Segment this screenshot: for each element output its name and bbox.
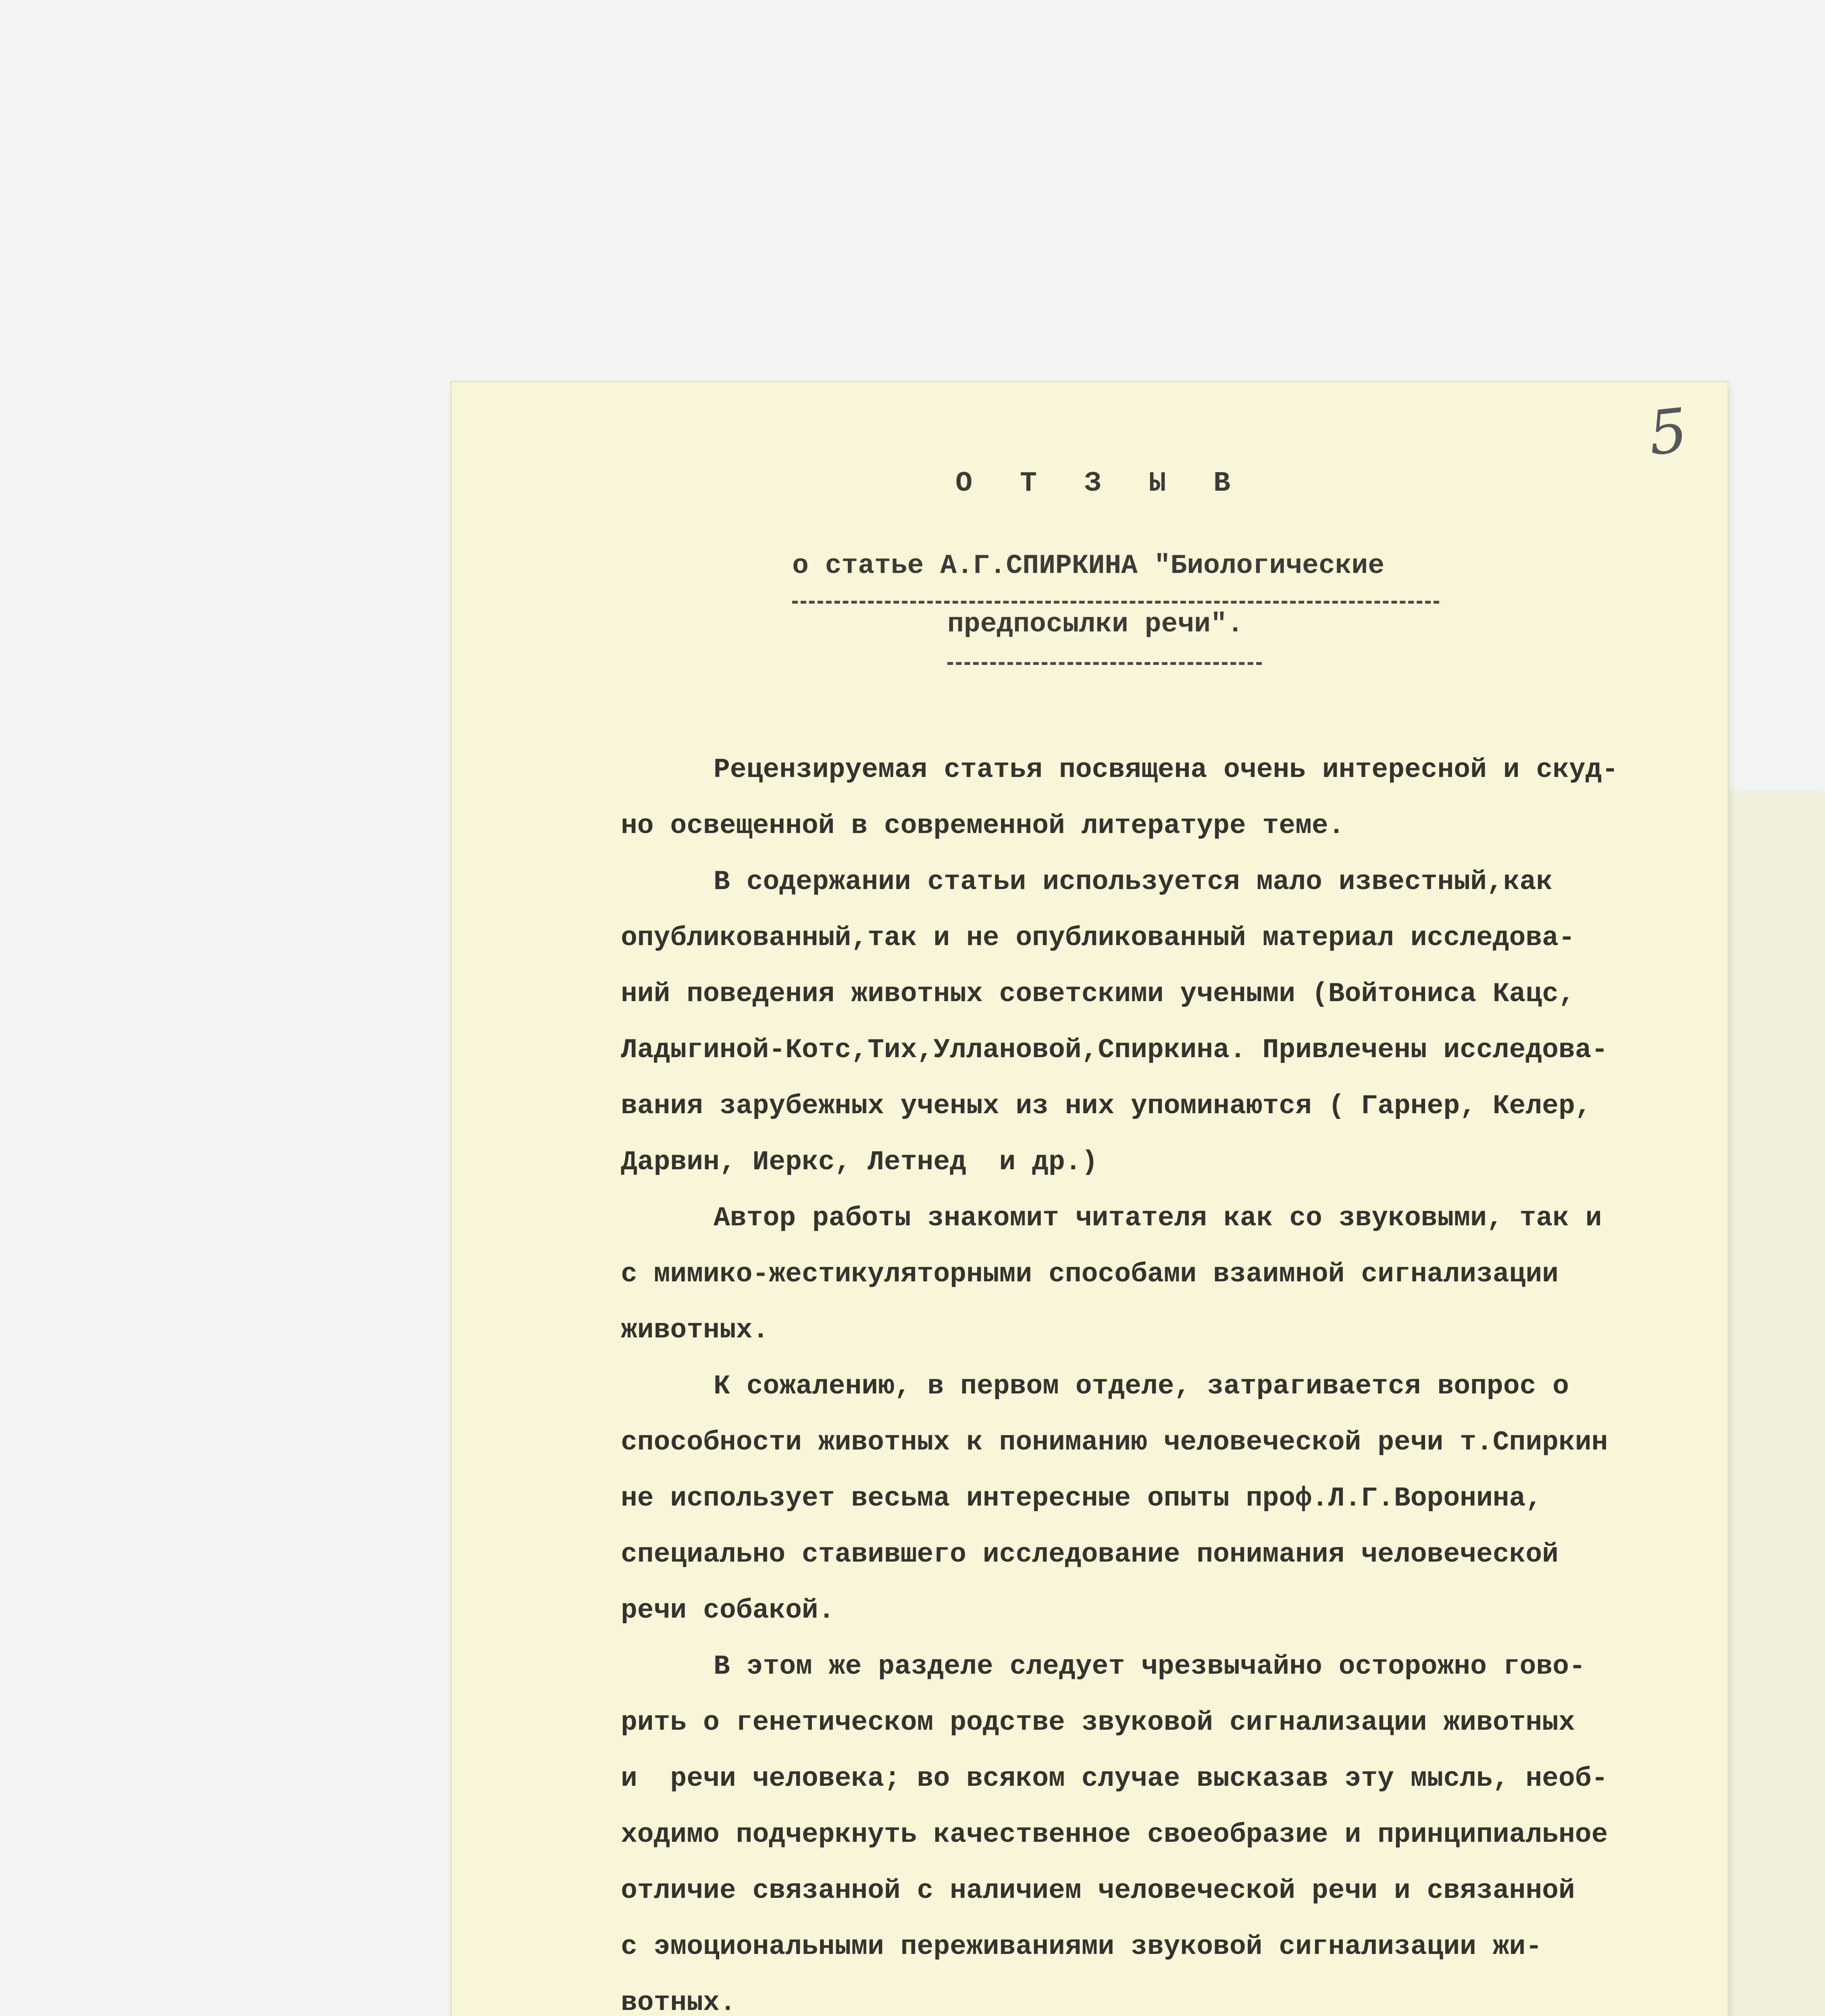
- text-line: опубликованный,так и не опубликованный материал исследова-: [621, 923, 1575, 954]
- subtitle-line-1: о статье А.Г.СПИРКИНА "Биологические: [792, 550, 1385, 581]
- subtitle-line-2: предпосылки речи".: [947, 609, 1244, 640]
- text-line: ний поведения животных советскими учеными (Войтониса Кацс,: [621, 979, 1575, 1010]
- document-title: О Т З Ы В: [955, 468, 1246, 500]
- subtitle-underline-2: [947, 662, 1262, 665]
- subtitle-underline-1: [792, 601, 1439, 604]
- text-line: с мимико-жестикуляторными способами взаимной сигнализации: [621, 1259, 1559, 1290]
- text-line: Дарвин, Иеркс, Летнед и др.): [621, 1147, 1098, 1178]
- text-line: и речи человека; во всяком случае высказав эту мысль, необ-: [621, 1763, 1608, 1794]
- handwritten-page-number: 5: [1645, 395, 1691, 469]
- text-line: не использует весьма интересные опыты проф.Л.Г.Воронина,: [621, 1483, 1542, 1514]
- text-line: животных.: [621, 1315, 769, 1346]
- text-line: вания зарубежных ученых из них упоминаются ( Гарнер, Келер,: [621, 1091, 1592, 1122]
- review-body: [621, 742, 1717, 2016]
- text-line: ходимо подчеркнуть качественное своеобразие и принципиальное: [621, 1819, 1608, 1850]
- text-line: Рецензируемая статья посвящена очень интересной и скуд-: [714, 754, 1619, 785]
- text-line: Автор работы знакомит читателя как со звуковыми, так и: [714, 1203, 1602, 1234]
- text-line: В содержании статьи используется мало известный,как: [714, 866, 1553, 898]
- text-line: Ладыгиной-Котс,Тих,Уллановой,Спиркина. Привлечены исследова-: [621, 1035, 1608, 1066]
- text-line: но освещенной в современной литературе теме.: [621, 810, 1345, 841]
- text-line: специально ставившего исследование понимания человеческой: [621, 1539, 1559, 1570]
- text-line: вотных.: [621, 1987, 736, 2016]
- text-line: с эмоциональными переживаниями звуковой сигнализации жи-: [621, 1931, 1542, 1962]
- underlying-sheet: [1721, 792, 1825, 2016]
- text-line: отличие связанной с наличием человеческой речи и связанной: [621, 1875, 1575, 1906]
- text-line: способности животных к пониманию человеческой речи т.Спиркин: [621, 1427, 1608, 1458]
- text-line: В этом же разделе следует чрезвычайно осторожно гово-: [714, 1651, 1586, 1682]
- text-line: рить о генетическом родстве звуковой сигнализации животных: [621, 1707, 1575, 1738]
- text-line: речи собакой.: [621, 1595, 835, 1626]
- text-line: К сожалению, в первом отделе, затрагивается вопрос о: [714, 1371, 1569, 1402]
